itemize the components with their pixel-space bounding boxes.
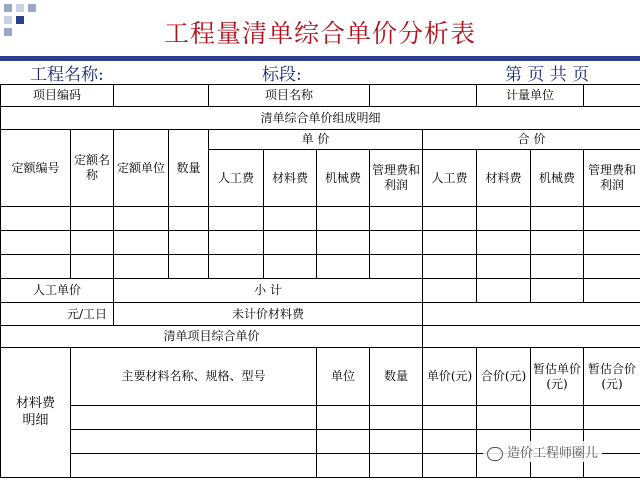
per-workday-label: 元/工日 [1, 303, 114, 326]
col-material-qty: 数量 [370, 348, 423, 406]
unpriced-material-label: 未计价材料费 [114, 303, 423, 326]
section-label: 标段: [262, 65, 302, 85]
material-detail-label: 材料费明细 [1, 348, 71, 478]
col-material-unit-price: 单价(元) [423, 348, 477, 406]
item-name-label: 项目名称 [209, 85, 370, 107]
col-total-labor: 人工费 [423, 150, 477, 207]
col-quota-unit: 定额单位 [114, 130, 169, 207]
comprehensive-price-label: 清单项目综合单价 [1, 326, 423, 348]
unit-value[interactable] [584, 85, 640, 107]
item-name-value[interactable] [370, 85, 477, 107]
col-est-unit-price: 暂估单价(元) [531, 348, 584, 406]
subtotal-label: 小 计 [114, 279, 423, 303]
table-row [1, 207, 640, 231]
composition-header: 清单综合单价组成明细 [1, 107, 640, 130]
analysis-table [0, 84, 640, 478]
col-quota-code: 定额编号 [1, 130, 71, 207]
col-quota-name: 定额名称 [71, 130, 114, 207]
col-material-unit: 单位 [317, 348, 370, 406]
total-price-header: 合 价 [423, 130, 640, 150]
table-row [1, 255, 640, 279]
col-unit-labor: 人工费 [209, 150, 264, 207]
col-total-machine: 机械费 [531, 150, 584, 207]
col-material-name: 主要材料名称、规格、型号 [71, 348, 317, 406]
unit-price-header: 单 价 [209, 130, 423, 150]
unit-label: 计量单位 [477, 85, 584, 107]
labor-unit-price-label: 人工单价 [1, 279, 114, 303]
project-name-label: 工程名称: [30, 65, 104, 85]
col-total-material: 材料费 [477, 150, 531, 207]
col-total-mgmt: 管理费和利润 [584, 150, 640, 207]
table-row [1, 406, 640, 430]
watermark-text: 造价工程师圈儿 [507, 446, 599, 461]
col-unit-material: 材料费 [264, 150, 317, 207]
col-quantity: 数量 [169, 130, 209, 207]
item-code-label: 项目编码 [1, 85, 114, 107]
col-material-total-price: 合价(元) [477, 348, 531, 406]
col-unit-machine: 机械费 [317, 150, 370, 207]
col-unit-mgmt: 管理费和利润 [370, 150, 423, 207]
item-code-value[interactable] [114, 85, 209, 107]
table-row [1, 231, 640, 255]
page-title: 工程量清单综合单价分析表 [163, 19, 476, 48]
page-info: 第 页 共 页 [505, 65, 590, 85]
watermark [483, 441, 602, 462]
wechat-icon [487, 447, 503, 461]
col-est-total-price: 暂估合价(元) [584, 348, 640, 406]
